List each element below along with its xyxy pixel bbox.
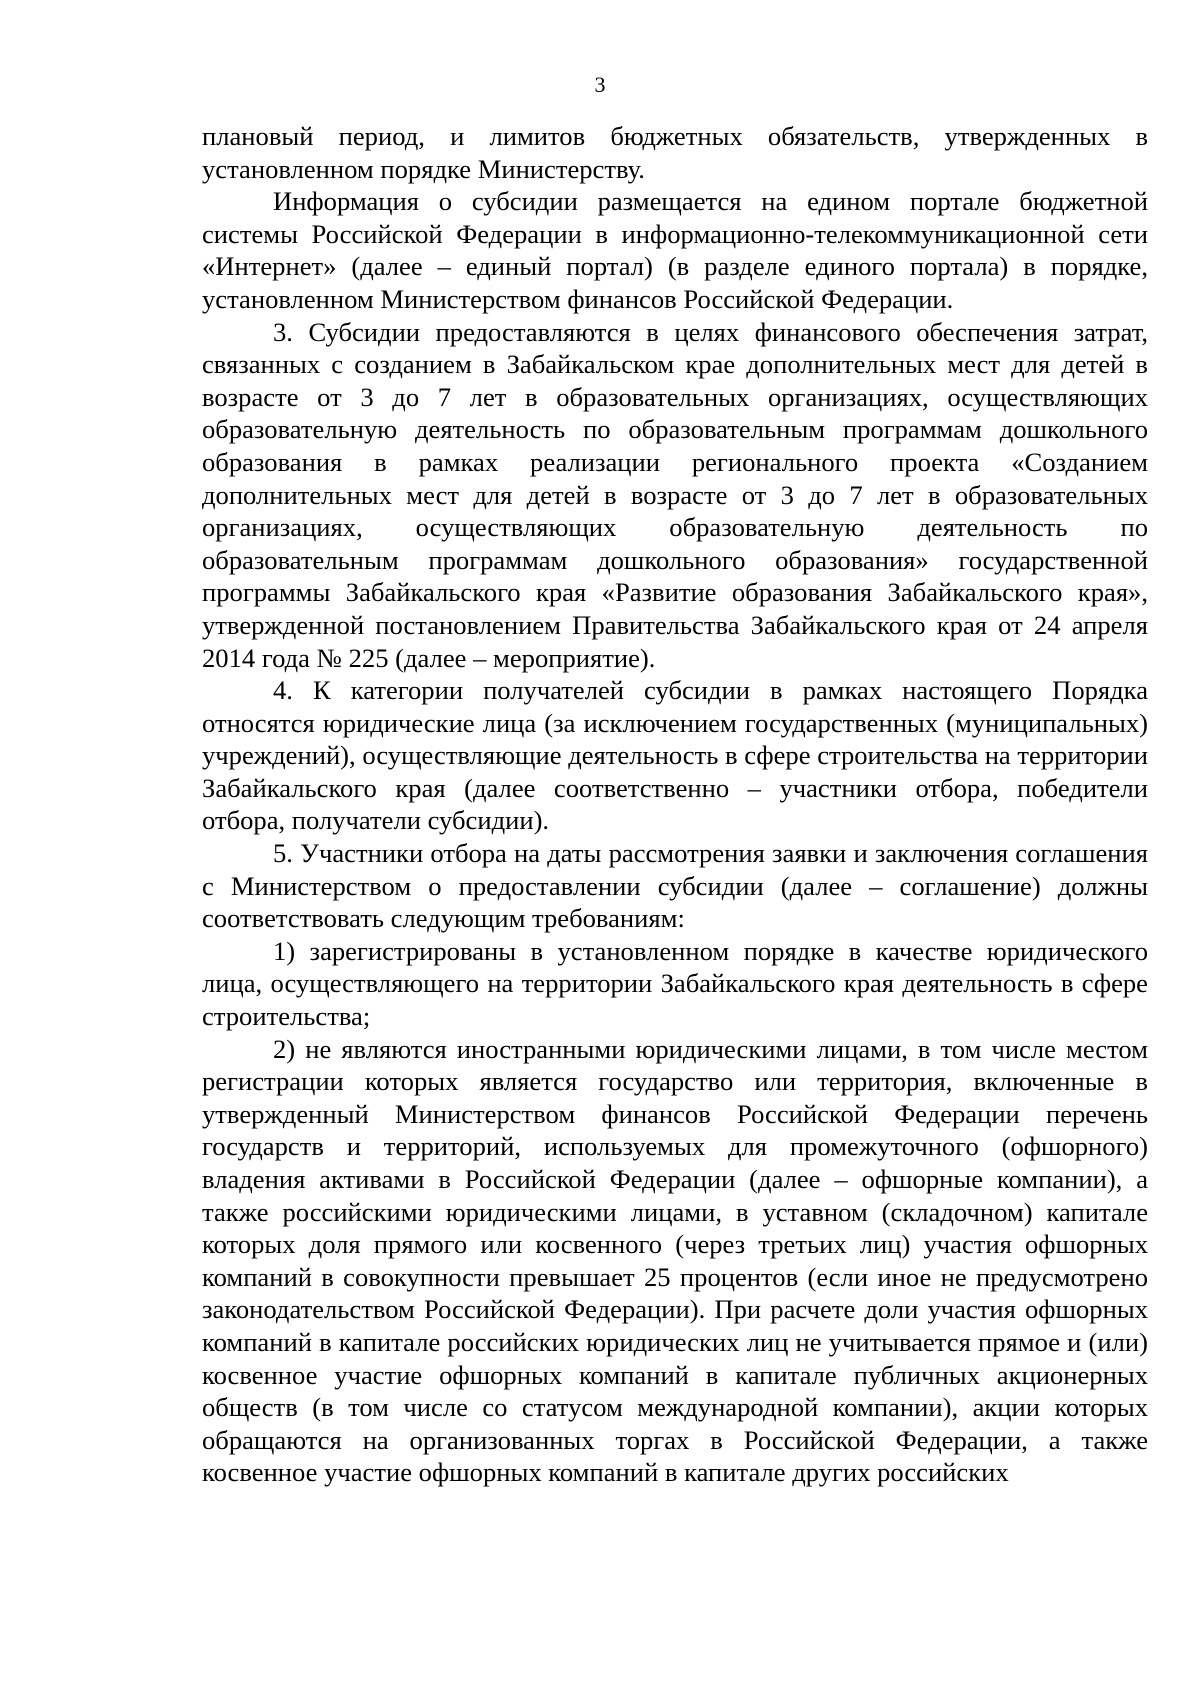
paragraph-info-portal: Информация о субсидии размещается на едином портале бюджетной системы Российской Федерации в информационно-телекоммуникационной сети «Интернет» (далее – единый портал) (в разделе единого портала) в порядке, установленном Министерством финансов Российской Федерации. (202, 186, 1148, 314)
page-number: 3 (594, 72, 606, 97)
paragraph-item-4: 4. К категории получателей субсидии в рамках настоящего Порядка относятся юридические лица (за исключением государственных (муниципальных) учреждений), осуществляющие деятельность в сфере строительства на территории Забайкальского края (далее соответственно – участники отбора, победители отбора, получатели субсидии). (202, 675, 1148, 836)
paragraph-item-5: 5. Участники отбора на даты рассмотрения заявки и заключения соглашения с Министерством о предоставлении субсидии (далее – соглашение) должны соответствовать следующим требованиям: (202, 838, 1148, 934)
paragraph-subitem-1: 1) зарегистрированы в установленном порядке в качестве юридического лица, осуществляющего на территории Забайкальского края деятельность в сфере строительства; (202, 935, 1148, 1032)
paragraph-continuation: плановый период, и лимитов бюджетных обязательств, утвержденных в установленном порядке Министерству. (202, 121, 1148, 184)
paragraph-subitem-2: 2) не являются иностранными юридическими лицами, в том числе местом регистрации которых является государство или территория, включенные в утвержденный Министерством финансов Российской Федерации перечень государств и территорий, используемых для промежуточного (офшорного) владения активами в Российской Федерации (далее – офшорные компании), а также российскими юридическими лицами, в уставном (складочном) капитале которых доля прямого или косвенного (через третьих лиц) участия офшорных компаний в совокупности превышает 25 процентов (если иное не предусмотрено законодательством Российской Федерации). При расчете доли участия офшорных компаний в капитале российских юридических лиц не учитывается прямое и (или) косвенное участие офшорных компаний в капитале публичных акционерных обществ (в том числе со статусом международной компании), акции которых обращаются на организованных торгах в Российской Федерации, а также косвенное участие офшорных компаний в капитале других российских (202, 1033, 1148, 1488)
document-body (202, 120, 1148, 1489)
paragraph-item-3: 3. Субсидии предоставляются в целях финансового обеспечения затрат, связанных с созданием в Забайкальском крае дополнительных мест для детей в возрасте от 3 до 7 лет в образовательных организациях, осуществляющих образовательную деятельность по образовательным программам дошкольного образования в рамках реализации регионального проекта «Созданием дополнительных мест для детей в возрасте от 3 до 7 лет в образовательных организациях, осуществляющих образовательную деятельность по образовательным программам дошкольного образования» государственной программы Забайкальского края «Развитие образования Забайкальского края», утвержденной постановлением Правительства Забайкальского края от 24 апреля 2014 года № 225 (далее – мероприятие). (202, 316, 1148, 673)
